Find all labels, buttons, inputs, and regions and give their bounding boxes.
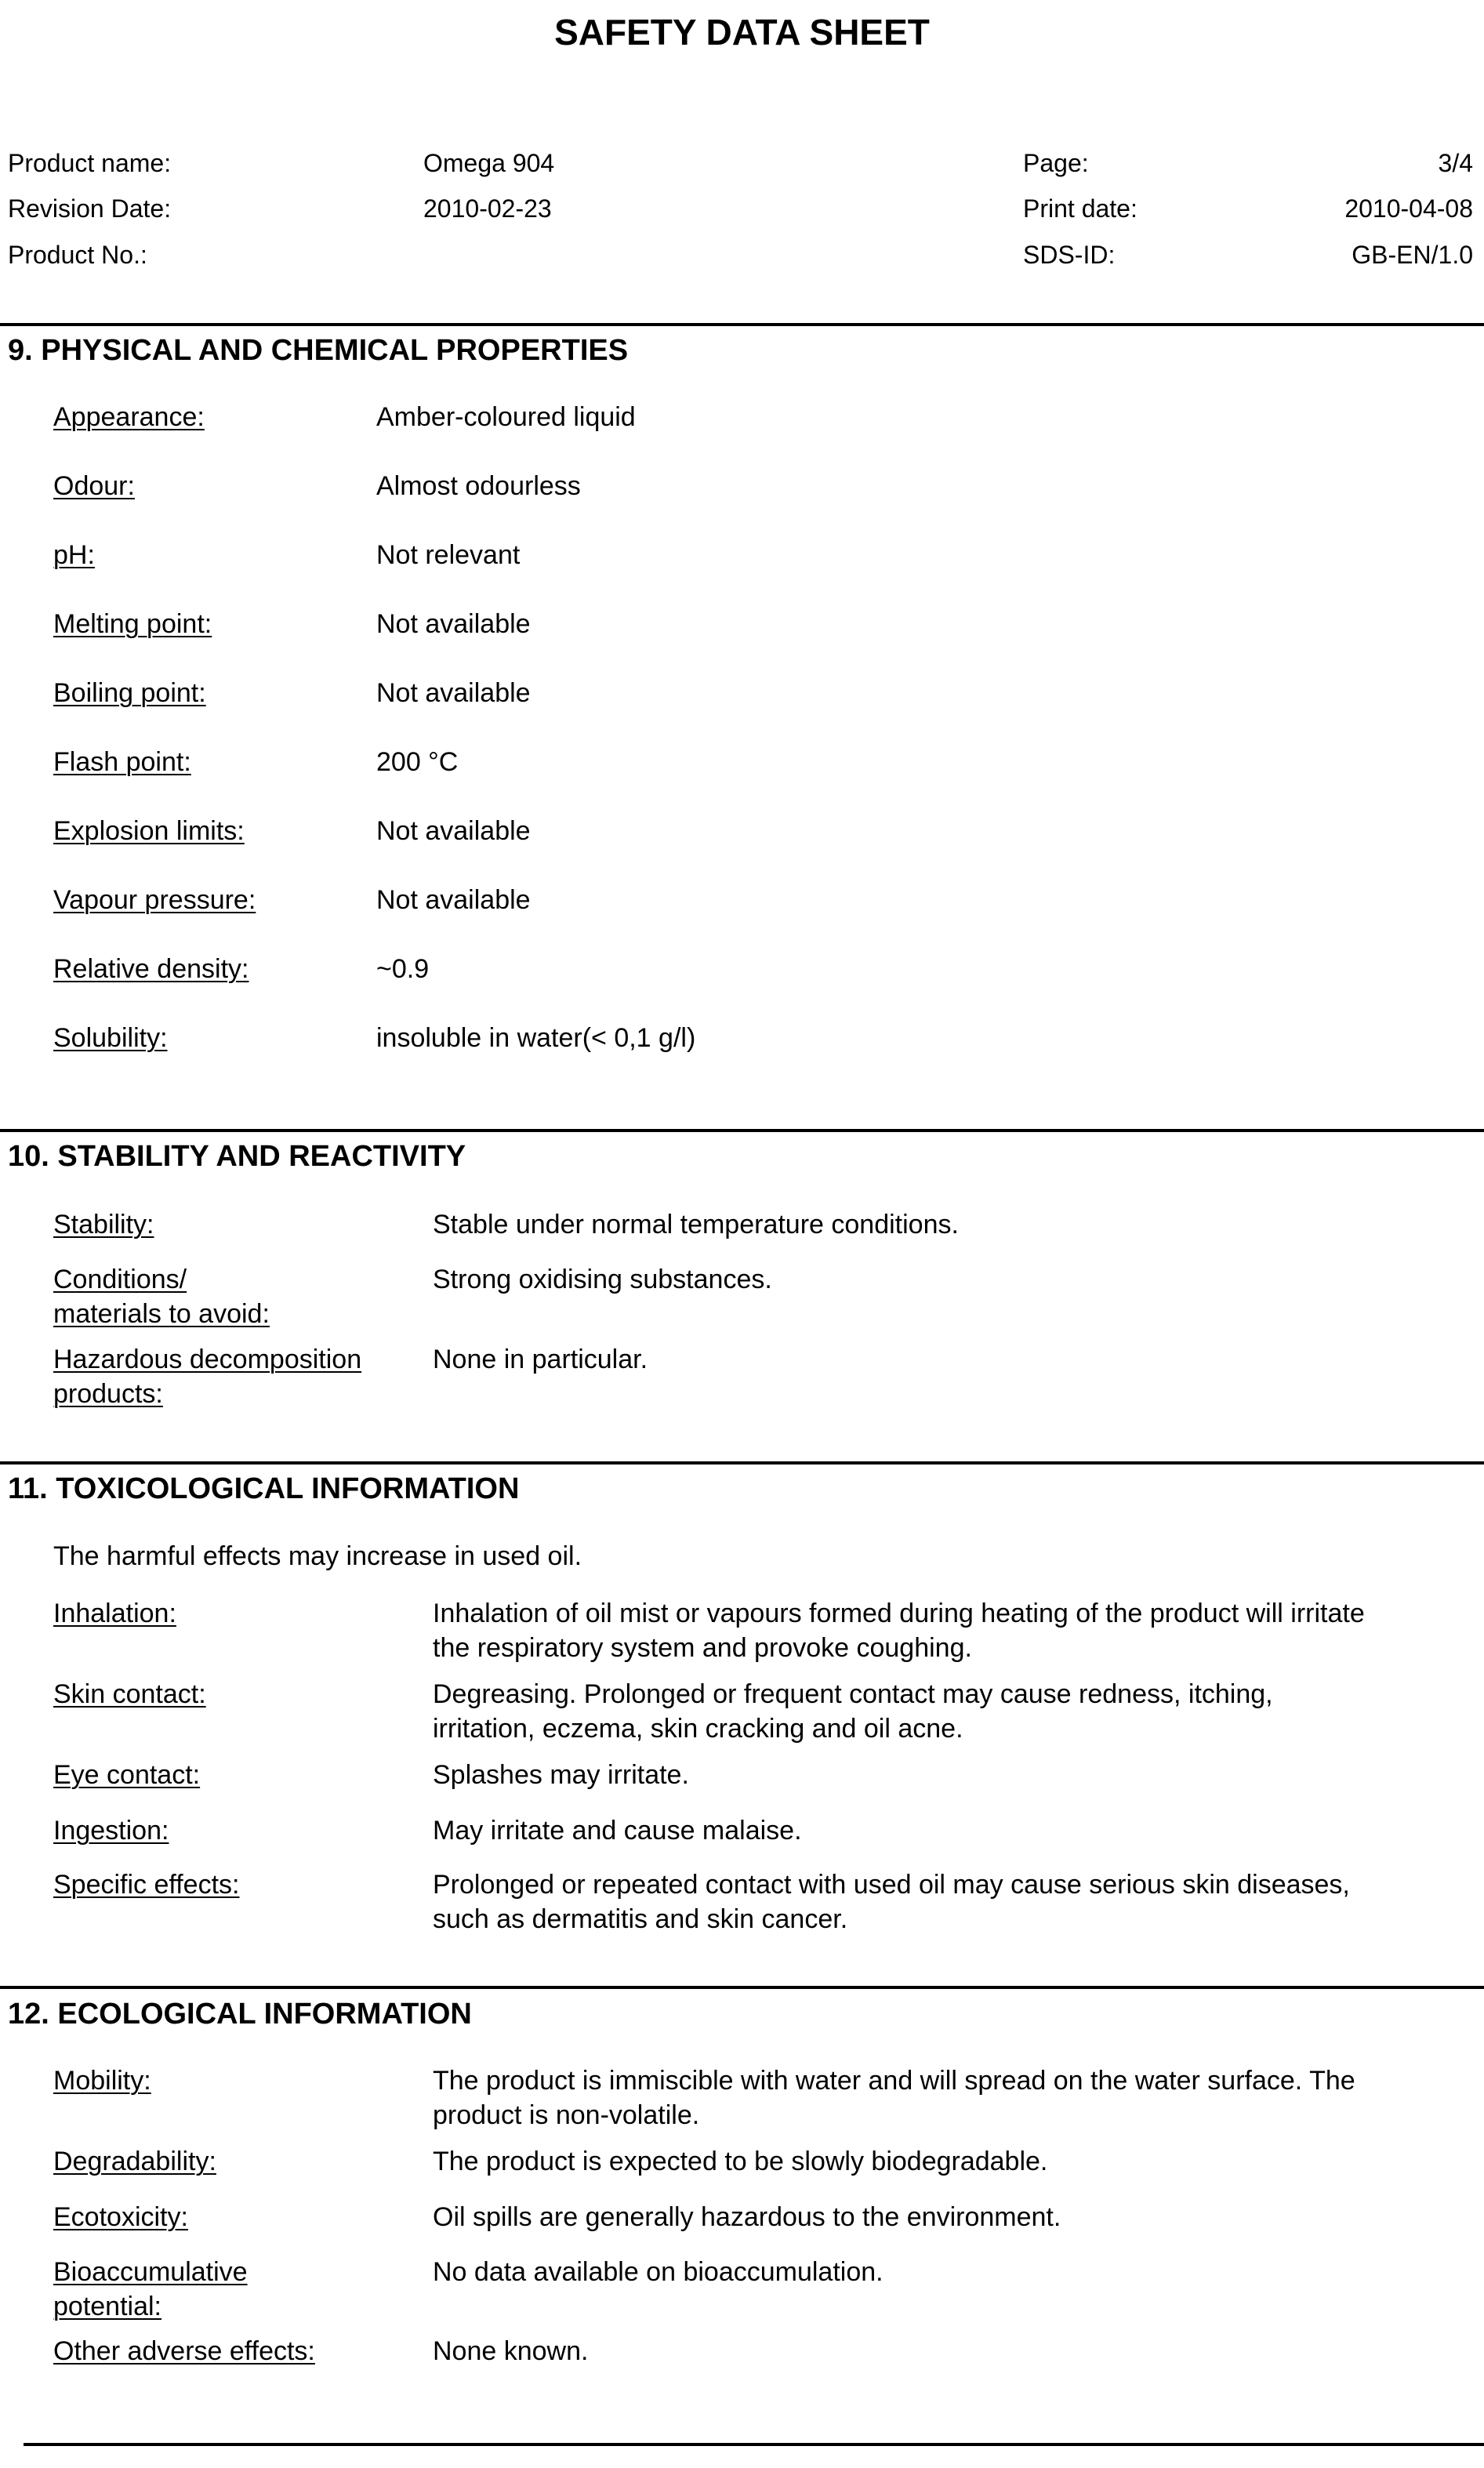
property-label: Stability:: [53, 1210, 154, 1239]
property-label: products:: [53, 1379, 163, 1409]
product-no-label: Product No.:: [8, 241, 147, 269]
property-value: such as dermatitis and skin cancer.: [433, 1904, 848, 1934]
property-value: Degreasing. Prolonged or frequent contact may cause redness, itching,: [433, 1679, 1273, 1709]
property-value: May irritate and cause malaise.: [433, 1816, 802, 1846]
property-value: Not relevant: [376, 540, 521, 570]
property-value: 200 °C: [376, 747, 459, 777]
property-label: Ingestion:: [53, 1816, 169, 1846]
property-label: Mobility:: [53, 2066, 151, 2096]
property-label: materials to avoid:: [53, 1299, 270, 1329]
revision-date-value: 2010-02-23: [423, 194, 552, 223]
section-divider: [0, 1461, 1484, 1464]
property-value: Stable under normal temperature conditions.: [433, 1210, 959, 1239]
property-label: Explosion limits:: [53, 816, 245, 846]
property-value: None in particular.: [433, 1345, 648, 1374]
property-label: Appearance:: [53, 402, 205, 432]
property-value: No data available on bioaccumulation.: [433, 2257, 884, 2287]
property-label: Skin contact:: [53, 1679, 206, 1709]
document-title: SAFETY DATA SHEET: [554, 12, 930, 53]
revision-date-label: Revision Date:: [8, 194, 172, 223]
property-value: Not available: [376, 678, 531, 708]
property-label: Inhalation:: [53, 1599, 176, 1628]
property-label: Relative density:: [53, 954, 249, 984]
property-value: ~0.9: [376, 954, 430, 984]
property-value: The product is expected to be slowly biodegradable.: [433, 2147, 1048, 2176]
property-value: Splashes may irritate.: [433, 1760, 689, 1790]
property-value: Not available: [376, 609, 531, 639]
property-label: Specific effects:: [53, 1870, 240, 1900]
product-name-value: Omega 904: [423, 149, 555, 177]
footer-divider: [24, 2443, 1484, 2446]
property-label: Eye contact:: [53, 1760, 201, 1790]
property-label: Solubility:: [53, 1023, 168, 1053]
property-label: Boiling point:: [53, 678, 206, 708]
property-value: the respiratory system and provoke coughing.: [433, 1633, 972, 1663]
property-value: Not available: [376, 885, 531, 915]
property-value: Prolonged or repeated contact with used oil may cause serious skin diseases,: [433, 1870, 1350, 1900]
property-value: Oil spills are generally hazardous to the environment.: [433, 2202, 1061, 2232]
property-value: insoluble in water(< 0,1 g/l): [376, 1023, 696, 1053]
print-date-value: 2010-04-08: [1344, 194, 1473, 223]
property-value: Almost odourless: [376, 471, 581, 501]
property-label: potential:: [53, 2292, 161, 2321]
property-label: Odour:: [53, 471, 135, 501]
section-11-intro: The harmful effects may increase in used oil.: [53, 1541, 582, 1571]
property-label: Flash point:: [53, 747, 191, 777]
property-label: pH:: [53, 540, 95, 570]
section-12-heading: 12. ECOLOGICAL INFORMATION: [8, 1998, 472, 2031]
property-value: product is non-volatile.: [433, 2100, 700, 2130]
section-11-heading: 11. TOXICOLOGICAL INFORMATION: [8, 1472, 520, 1505]
property-value: None known.: [433, 2336, 589, 2366]
property-label: Vapour pressure:: [53, 885, 256, 915]
section-divider: [0, 323, 1484, 326]
property-value: Amber-coloured liquid: [376, 402, 636, 432]
property-label: Bioaccumulative: [53, 2257, 248, 2287]
section-divider: [0, 1129, 1484, 1132]
property-value: The product is immiscible with water and will spread on the water surface. The: [433, 2066, 1355, 2096]
property-label: Ecotoxicity:: [53, 2202, 188, 2232]
property-label: Degradability:: [53, 2147, 216, 2176]
property-value: Not available: [376, 816, 531, 846]
section-9-heading: 9. PHYSICAL AND CHEMICAL PROPERTIES: [8, 334, 629, 367]
property-value: Strong oxidising substances.: [433, 1265, 772, 1294]
page-label: Page:: [1023, 149, 1089, 177]
sds-id-value: GB-EN/1.0: [1352, 241, 1473, 269]
property-label: Hazardous decomposition: [53, 1345, 362, 1374]
property-value: irritation, eczema, skin cracking and oil acne.: [433, 1714, 963, 1744]
property-value: Inhalation of oil mist or vapours formed during heating of the product will irritate: [433, 1599, 1365, 1628]
section-divider: [0, 1986, 1484, 1989]
product-name-label: Product name:: [8, 149, 172, 177]
property-label: Melting point:: [53, 609, 212, 639]
section-10-heading: 10. STABILITY AND REACTIVITY: [8, 1140, 466, 1173]
page-value: 3/4: [1438, 149, 1473, 177]
property-label: Conditions/: [53, 1265, 187, 1294]
sds-id-label: SDS-ID:: [1023, 241, 1116, 269]
print-date-label: Print date:: [1023, 194, 1137, 223]
property-label: Other adverse effects:: [53, 2336, 315, 2366]
